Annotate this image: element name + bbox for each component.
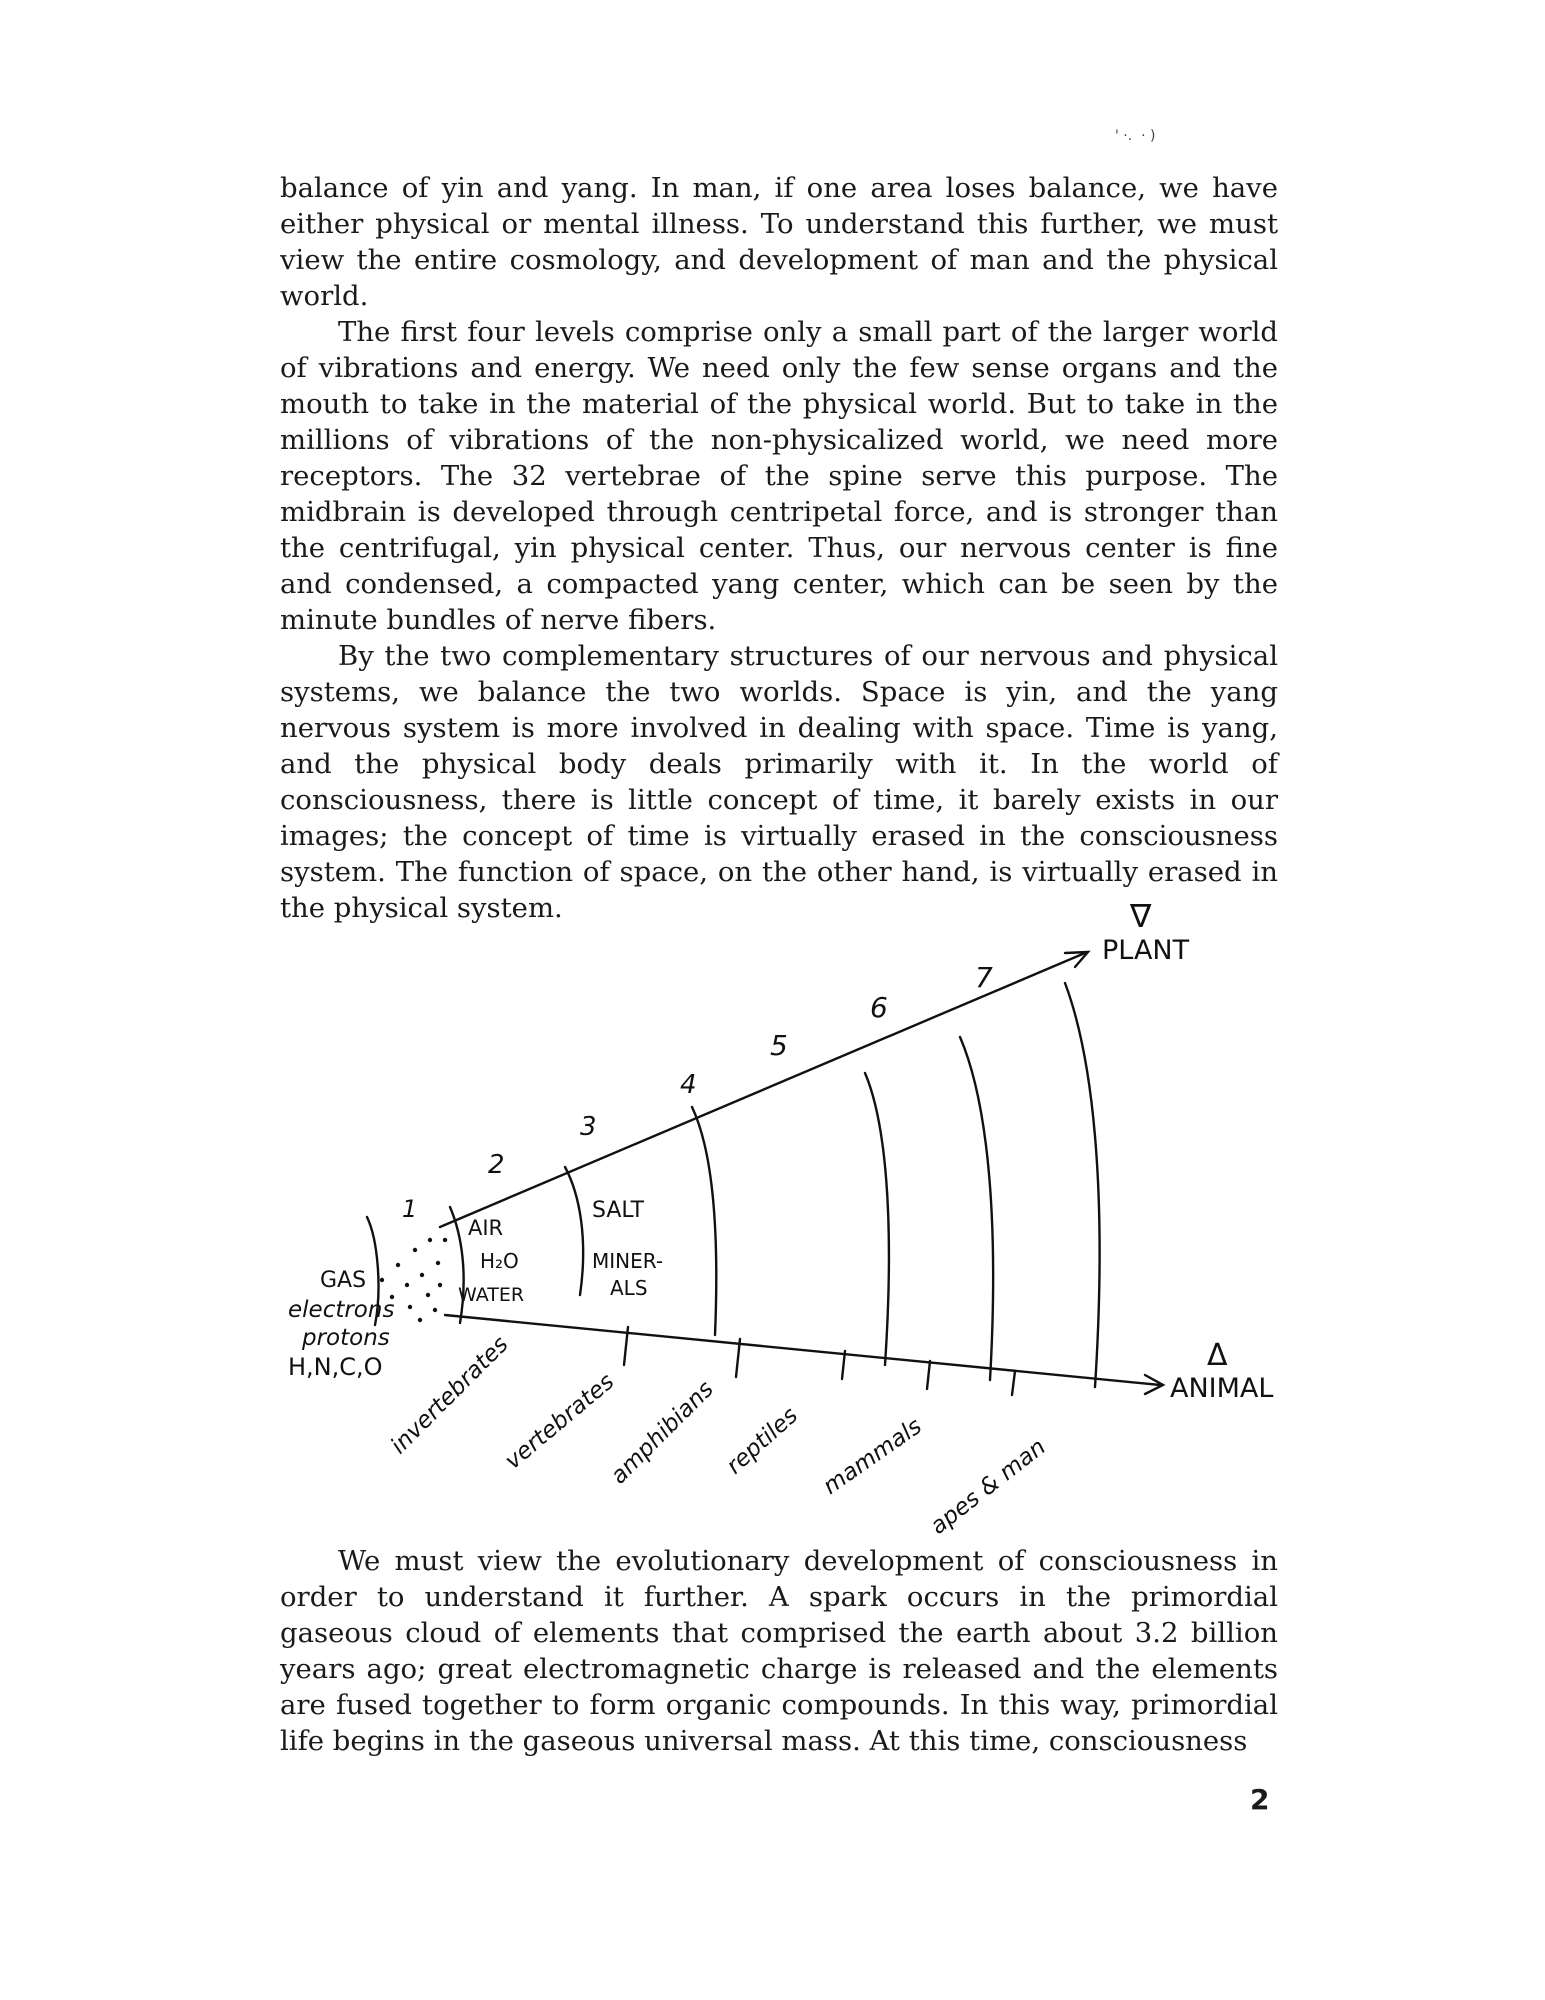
scan-specks: ' ·. · ) — [1115, 128, 1156, 144]
page-number: 2 — [1250, 1783, 1270, 1816]
mammals-label: mammals — [818, 1413, 927, 1500]
vertebrates-label: vertebrates — [500, 1368, 620, 1475]
level-number-5: 5 — [770, 1029, 788, 1062]
elements-label: H,N,C,O — [288, 1353, 383, 1381]
plant-symbol: ∇ — [1130, 897, 1152, 935]
evolution-diagram — [270, 895, 1330, 1545]
paragraph-2: The first four levels comprise only a small part of the larger world of vibrations and energy. We need only the few sense organs and the mouth to take in the material of the physical world. But to take in the millions of vibrations of the non-physicalized world, we need more receptors. The 32 vertebrae of the spine serve this purpose. The midbrain is developed through centripetal force, and is stronger than the centrifugal, yin physical center. Thus, our nervous center is fine and condensed, a compacted yang center, which can be seen by the minute bundles of nerve fibers. — [280, 316, 1278, 636]
paragraph-4: We must view the evolutionary development of consciousness in order to understand it further. A spark occurs in the primordial gaseous cloud of elements that comprised the earth about 3.2 billion years ago; great electromagnetic charge is released and the elements are fused together to form organic compounds. In this way, primordial life begins in the gaseous universal mass. At this time, consciousness — [280, 1545, 1278, 1757]
tick-4 — [927, 1361, 930, 1389]
level-arc-3 — [565, 1167, 583, 1295]
level-arc-7 — [1065, 983, 1100, 1387]
water-label: WATER — [458, 1284, 525, 1306]
level-number-4: 4 — [680, 1070, 697, 1100]
level-number-7: 7 — [975, 961, 993, 994]
level-number-6: 6 — [870, 991, 888, 1024]
plant-label: PLANT — [1102, 935, 1190, 966]
invertebrates-label: invertebrates — [385, 1331, 514, 1460]
level-arc-6 — [960, 1037, 993, 1380]
gas-label: GAS — [320, 1268, 367, 1293]
level-number-2: 2 — [488, 1150, 505, 1180]
animal-axis-line — [445, 1315, 1160, 1385]
level-number-3: 3 — [580, 1112, 597, 1142]
level-number-1: 1 — [402, 1195, 418, 1223]
protons-label: protons — [302, 1325, 390, 1351]
paragraph-1: balance of yin and yang. In man, if one area loses balance, we have either physical or mental illness. To understand this further, we must view the entire cosmology, and development of man and the physical world. — [280, 172, 1278, 312]
apes-man-label: apes & man — [925, 1433, 1051, 1540]
paragraph-3: By the two complementary structures of our nervous and physical systems, we balance the two worlds. Space is yin, and the yang nervous system is more involved in dealing with space. Time is yang, and the physical body deals primarily with it. In the world of consciousness, there is little concept of time, it barely exists in our images; the concept of time is virtually erased in the consciousness system. The function of space, on the other hand, is virtually erased in the physical system. — [280, 640, 1278, 924]
h2o-label: H₂O — [480, 1249, 519, 1273]
level-arc-5 — [865, 1073, 889, 1365]
plant-axis-line — [440, 953, 1085, 1227]
level-arc-4 — [692, 1107, 716, 1335]
animal-symbol: Δ — [1207, 1338, 1228, 1373]
amphibians-label: amphibians — [605, 1376, 719, 1490]
tick-5 — [1012, 1371, 1015, 1395]
tick-3 — [842, 1351, 845, 1379]
reptiles-label: reptiles — [721, 1402, 804, 1480]
minerals-label-top: MINER- — [592, 1249, 664, 1273]
top-text-block — [280, 170, 1278, 926]
animal-label: ANIMAL — [1170, 1373, 1274, 1404]
air-label: AIR — [468, 1216, 504, 1240]
bottom-text-block — [280, 1543, 1278, 1759]
minerals-label-bottom: ALS — [610, 1276, 648, 1300]
electrons-label: electrons — [288, 1297, 395, 1323]
salt-label: SALT — [592, 1198, 645, 1223]
